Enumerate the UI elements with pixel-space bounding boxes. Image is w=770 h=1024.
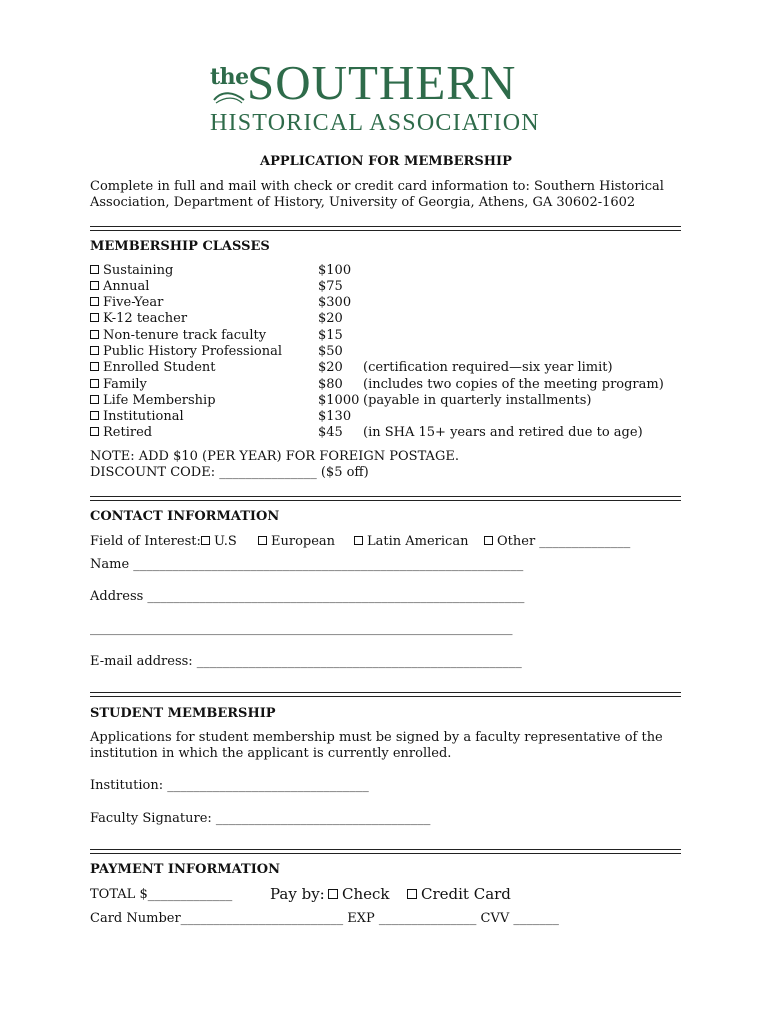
student-text-1: Applications for student membership must be signed by a faculty representative of the [90,730,663,745]
checkbox-icon[interactable] [328,889,338,899]
postage-note: NOTE: ADD $10 (PER YEAR) FOR FOREIGN POSTAGE. [90,449,459,464]
checkbox-icon[interactable] [201,536,210,545]
checkbox-icon[interactable] [90,281,99,290]
checkbox-icon[interactable] [90,346,99,355]
checkbox-icon[interactable] [90,330,99,339]
interest-option-other[interactable]: Other ______________ [484,534,630,550]
logo-the-text: the [210,64,249,90]
checkbox-icon[interactable] [90,265,99,274]
interest-option-latin-american[interactable]: Latin American [354,534,468,550]
section-divider [90,692,681,697]
page-title: APPLICATION FOR MEMBERSHIP [260,154,512,169]
checkbox-icon[interactable] [90,427,99,436]
checkbox-icon[interactable] [407,889,417,899]
pay-by-credit-card-option[interactable]: Credit Card [407,885,511,903]
payment-heading: PAYMENT INFORMATION [90,862,280,877]
email-field[interactable]: E-mail address: __________________________________________________ [90,654,522,669]
section-divider [90,226,681,231]
checkbox-icon[interactable] [354,536,363,545]
intro-line-1: Complete in full and mail with check or credit card information to: Southern Historical [90,179,664,194]
student-heading: STUDENT MEMBERSHIP [90,706,276,721]
checkbox-icon[interactable] [90,395,99,404]
total-field[interactable]: TOTAL $_____________ [90,887,233,902]
card-number-field[interactable]: Card Number_________________________ EXP _______________ CVV _______ [90,911,559,926]
checkbox-icon[interactable] [258,536,267,545]
discount-code-field[interactable]: DISCOUNT CODE: _______________ ($5 off) [90,465,369,480]
intro-line-2: Association, Department of History, University of Georgia, Athens, GA 30602-1602 [90,195,636,210]
logo-southern-text: SOUTHERN [247,55,517,110]
quill-flourish-icon [212,88,246,106]
name-field[interactable]: Name ____________________________________________________________ [90,557,524,572]
checkbox-icon[interactable] [484,536,493,545]
pay-by-label: Pay by: [270,885,325,903]
logo-historical-text: HISTORICAL ASSOCIATION [210,110,540,136]
pay-by-check-option[interactable]: Check [328,885,390,903]
faculty-signature-field[interactable]: Faculty Signature: _________________________________ [90,811,431,826]
checkbox-icon[interactable] [90,379,99,388]
checkbox-icon[interactable] [90,297,99,306]
section-divider [90,849,681,854]
checkbox-icon[interactable] [90,362,99,371]
checkbox-icon[interactable] [90,411,99,420]
membership-heading: MEMBERSHIP CLASSES [90,239,270,254]
section-divider [90,496,681,501]
address-field[interactable]: Address __________________________________________________________ [90,589,525,604]
interest-option-european[interactable]: European [258,534,335,550]
student-text-2: institution in which the applicant is currently enrolled. [90,746,452,761]
institution-field[interactable]: Institution: _______________________________ [90,778,369,793]
contact-heading: CONTACT INFORMATION [90,509,280,524]
address-line-2-field[interactable]: _________________________________________________________________ [90,621,513,636]
interest-option-us[interactable]: U.S [201,534,237,550]
checkbox-icon[interactable] [90,313,99,322]
field-of-interest-label: Field of Interest: [90,534,201,549]
